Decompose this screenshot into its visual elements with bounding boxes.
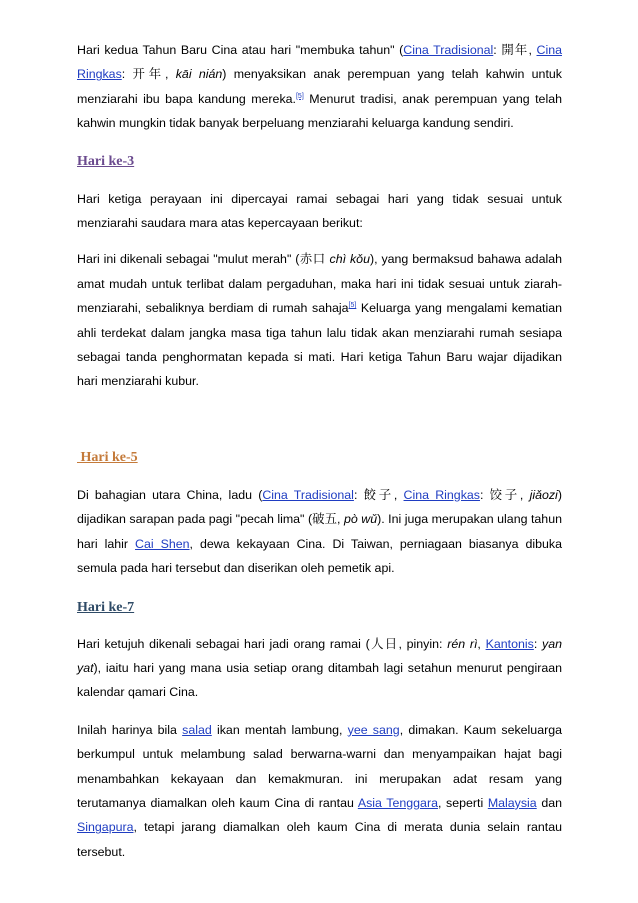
- link-singapura[interactable]: Singapura: [77, 820, 134, 835]
- paragraph-day-3-detail: Hari ini dikenali sebagai "mulut merah" (赤口 chì kǒu), yang bermaksud bahawa adalah amat mudah untuk terlibat dalam pergaduhan, maka hari ini tidak sesuai untuk ziarah-menziarahi, sebaliknya berdiam di rumah sahaja[5] Keluarga yang mengalami kematian ahli terdekat dalam jangka masa tiga tahun lalu tidak akan menziarahi rumah sesiapa sebagai tanda penghormatan kepada si mati. Hari ketiga Tahun Baru wajar dijadikan hari menziarahi kubur.: [77, 252, 562, 389]
- heading-day-5: Hari ke-5: [80, 449, 138, 465]
- paragraph-day-7-yee-sang: Inilah harinya bila salad ikan mentah lambung, yee sang, dimakan. Kaum sekeluarga berkumpul untuk melambung salad berwarna-warni dan menyampaikan hajat bagi menambahkan kekayaan dan kemakmuran. ini merupakan adat resam yang terutamanya diamalkan oleh kaum Cina di rantau Asia Tenggara, seperti Malaysia dan Singapura, tetapi jarang diamalkan oleh kaum Cina di merata dunia selain rantau tersebut.: [77, 722, 562, 859]
- link-cina-tradisional[interactable]: Cina Tradisional: [403, 43, 494, 57]
- paragraph-day-2: Hari kedua Tahun Baru Cina atau hari "membuka tahun" (Cina Tradisional: 開年, Cina Ringkas: 开年, kāi nián) menyaksikan anak perempuan yang telah kahwin untuk menziarahi ibu bapa kandung mereka.[5] Menurut tradisi, anak perempuan yang telah kahwin mungkin tidak banyak berpeluang menziarahi keluarga kandung sendiri.: [77, 43, 562, 131]
- paragraph-day-5: Di bahagian utara China, ladu (Cina Tradisional: 餃子, Cina Ringkas: 饺子, jiǎozi) dijadikan sarapan pada pagi "pecah lima" (破五, pò wǔ). Ini juga merupakan ulang tahun hari lahir Cai Shen, dewa kekayaan Cina. Di Taiwan, perniagaan biasanya dibuka semula pada hari tersebut dan diserikan oleh pemetik api.: [77, 487, 562, 576]
- link-cina-ringkas[interactable]: Cina Ringkas: [77, 43, 562, 82]
- link-kantonis[interactable]: Kantonis: [485, 636, 534, 651]
- paragraph-day-7-intro: Hari ketujuh dikenali sebagai hari jadi orang ramai (人日, pinyin: rén rì, Kantonis: yan yat), iaitu hari yang mana usia setiap orang ditambah lagi setahun menurut pengiraan kalendar qamari Cina.: [77, 636, 562, 700]
- link-malaysia[interactable]: Malaysia: [487, 795, 537, 810]
- link-asia-tenggara[interactable]: Asia Tenggara: [357, 795, 438, 810]
- reference-link[interactable]: [5]: [295, 92, 304, 100]
- heading-day-7: Hari ke-7: [77, 599, 135, 615]
- paragraph-day-3-intro: Hari ketiga perayaan ini dipercayai ramai sebagai hari yang tidak sesuai untuk menziarahi saudara mara atas kepercayaan berikut:: [77, 191, 562, 231]
- link-cina-ringkas[interactable]: Cina Ringkas: [403, 487, 480, 502]
- link-salad[interactable]: salad: [182, 722, 212, 737]
- reference-link[interactable]: [5]: [348, 302, 357, 310]
- link-yee-sang[interactable]: yee sang: [347, 722, 400, 737]
- article-body: [77, 38, 562, 864]
- link-cai-shen[interactable]: Cai Shen: [135, 536, 190, 551]
- heading-day-3: Hari ke-3: [77, 153, 135, 169]
- link-cina-tradisional[interactable]: Cina Tradisional: [262, 487, 354, 502]
